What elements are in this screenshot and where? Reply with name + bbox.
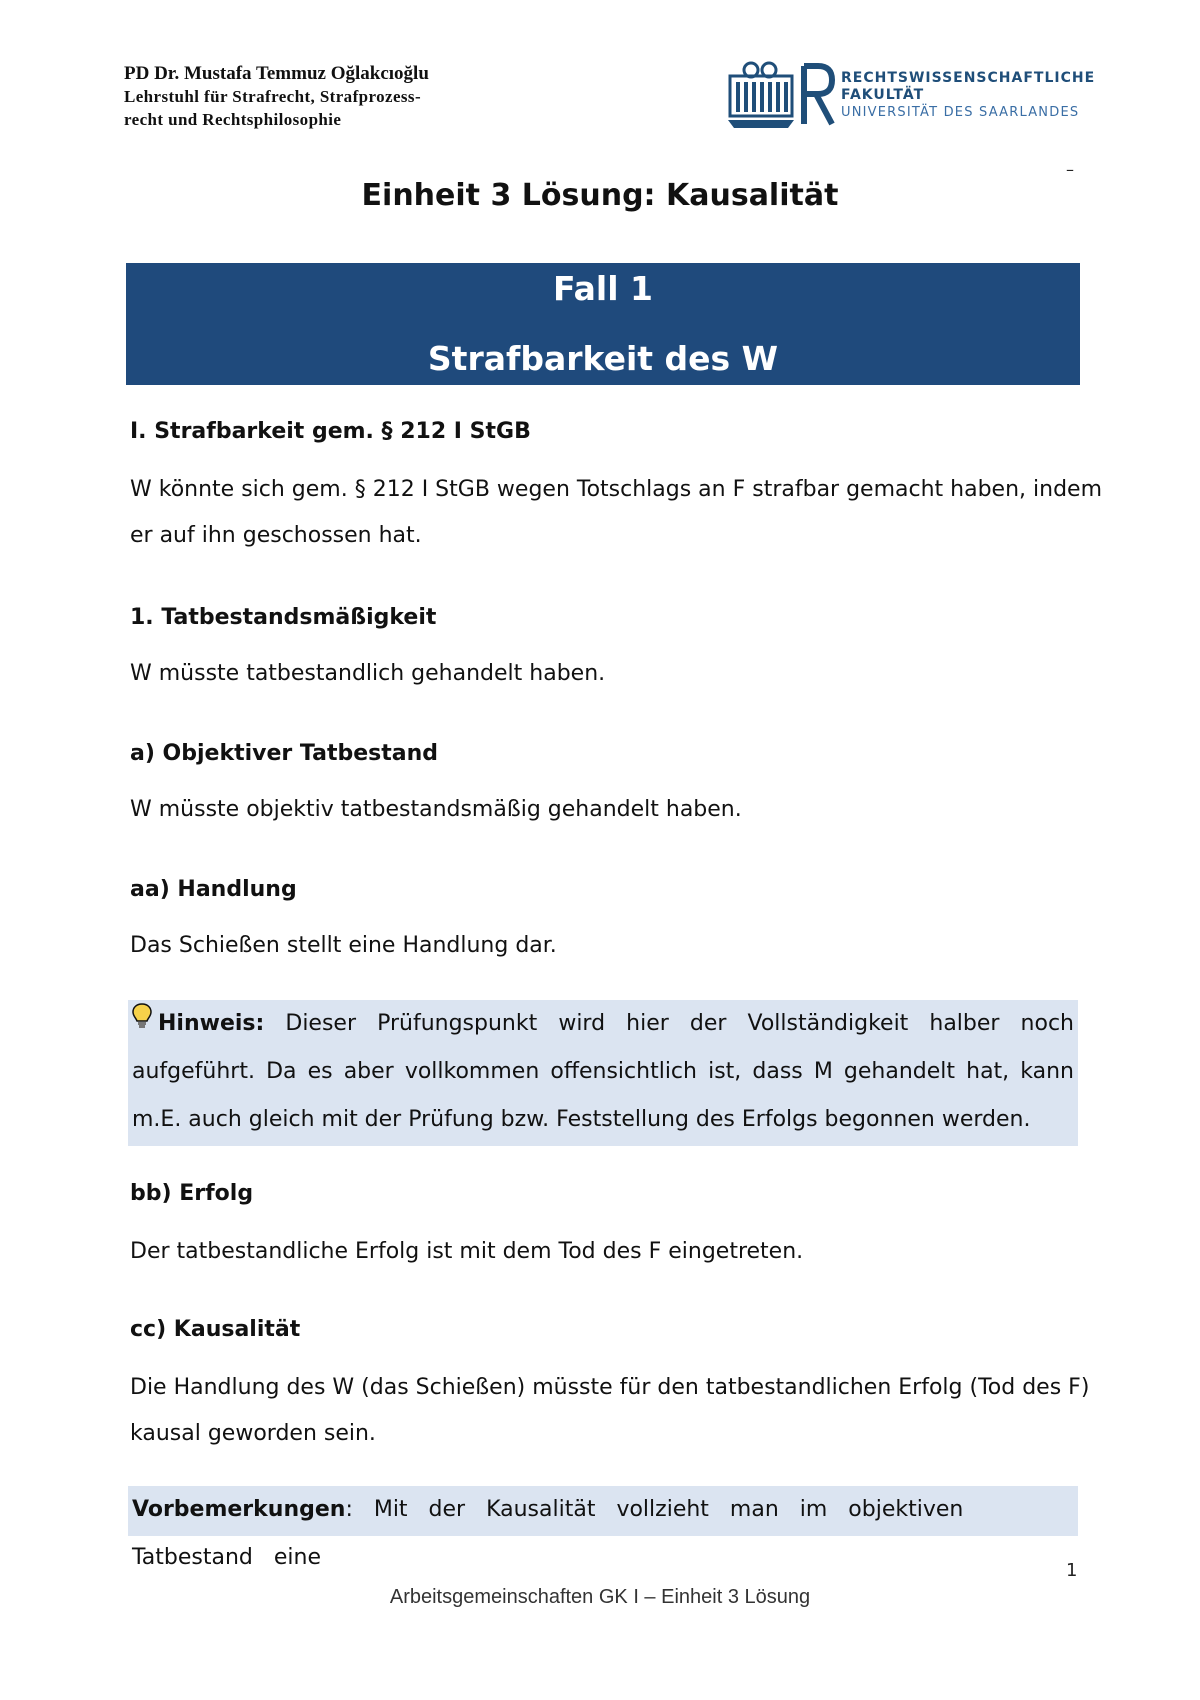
paragraph-tatbestand: W müsste tatbestandlich gehandelt haben. [130, 661, 606, 686]
paragraph-intro-line-1: W könnte sich gem. § 212 I StGB wegen Totschlags an F strafbar gemacht haben, indem [130, 477, 1102, 502]
paragraph-intro-line-2: er auf ihn geschossen hat. [130, 523, 422, 548]
hint-box [128, 1000, 1078, 1146]
author-name: PD Dr. Mustafa Temmuz Oğlakcıoğlu [124, 63, 429, 84]
logo-line-2: FAKULTÄT [841, 87, 925, 103]
logo-line-1: RECHTSWISSENSCHAFTLICHE [841, 70, 1096, 86]
header-dash: – [1066, 160, 1074, 179]
hint-text-block [132, 1000, 1074, 1144]
heading-strafbarkeit: I. Strafbarkeit gem. § 212 I StGB [130, 419, 531, 444]
page-number: 1 [1066, 1560, 1078, 1581]
heading-tatbestandsmaessigkeit: 1. Tatbestandsmäßigkeit [130, 605, 437, 630]
paragraph-kausalitaet-line-1: Die Handlung des W (das Schießen) müsste für den tatbestandlichen Erfolg (Tod des F) [130, 1375, 1090, 1400]
banner-case-subject: Strafbarkeit des W [427, 339, 779, 378]
remark-text: : Mit der Kausalität vollzieht man im objektiven Tatbestand eine [132, 1497, 964, 1570]
chair-line-1: Lehrstuhl für Strafrecht, Strafprozess- [124, 87, 422, 106]
remark-box [128, 1486, 1078, 1570]
page-title: Einheit 3 Lösung: Kausalität [361, 178, 839, 213]
remark-label: Vorbemerkungen [132, 1497, 346, 1522]
university-seal-icon [728, 58, 838, 138]
heading-erfolg: bb) Erfolg [130, 1181, 254, 1206]
case-banner [126, 263, 1080, 385]
paragraph-erfolg: Der tatbestandliche Erfolg ist mit dem Tod des F eingetreten. [130, 1239, 804, 1264]
heading-handlung: aa) Handlung [130, 877, 297, 902]
hint-text: Dieser Prüfungspunkt wird hier der Vollständigkeit halber noch aufgeführt. Da es aber vollkommen offensichtlich ist, dass M gehandelt hat, kann m.E. auch gleich mit der Prüfung bzw. Feststellung des Erfolgs begonnen werden. [132, 1011, 1074, 1132]
chair-line-2: recht und Rechtsphilosophie [124, 110, 342, 129]
footer-text: Arbeitsgemeinschaften GK I – Einheit 3 Lösung [389, 1586, 811, 1608]
heading-kausalitaet: cc) Kausalität [130, 1317, 301, 1342]
lightbulb-icon [132, 1000, 152, 1048]
logo-text [841, 70, 1095, 121]
faculty-logo [728, 58, 1096, 138]
banner-case-number: Fall 1 [553, 269, 653, 308]
author-block [124, 62, 429, 131]
hint-label: Hinweis: [158, 1011, 265, 1036]
paragraph-handlung: Das Schießen stellt eine Handlung dar. [130, 933, 557, 958]
heading-objektiver-tatbestand: a) Objektiver Tatbestand [130, 741, 438, 766]
logo-line-3: UNIVERSITÄT DES SAARLANDES [841, 105, 1080, 120]
paragraph-kausalitaet-line-2: kausal geworden sein. [130, 1421, 376, 1446]
paragraph-objektiv: W müsste objektiv tatbestandsmäßig gehandelt haben. [130, 797, 742, 822]
remark-text-block [132, 1486, 1074, 1582]
